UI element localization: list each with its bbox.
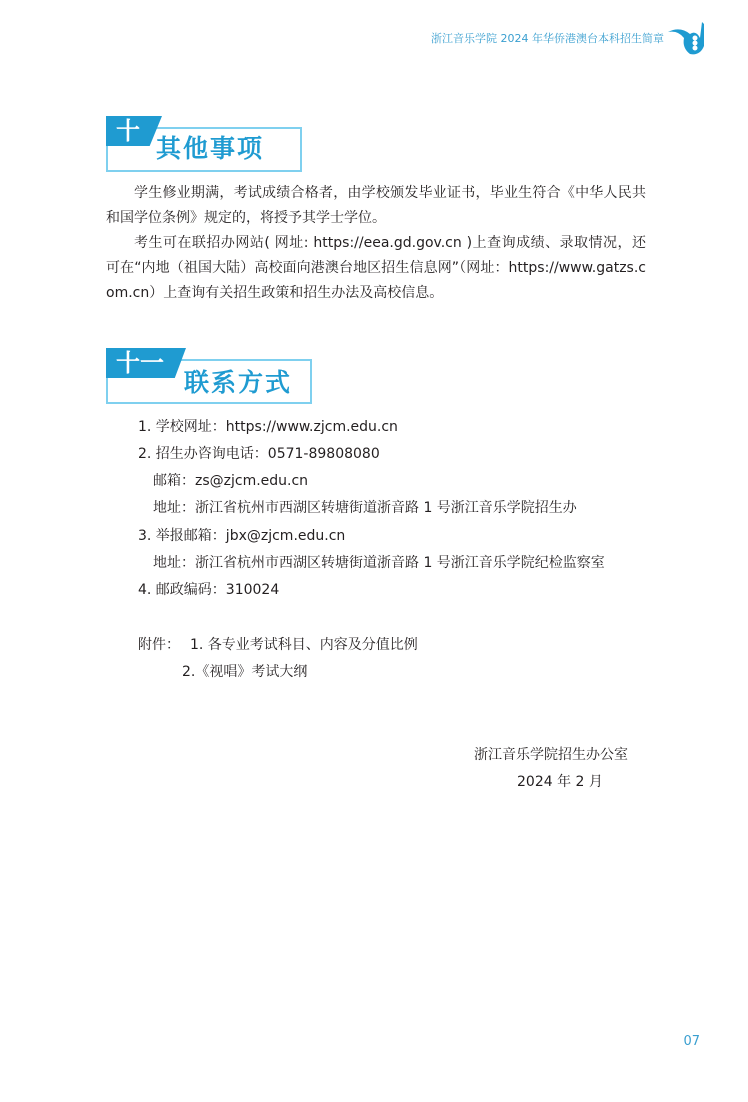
postal-code: 4. 邮政编码：310024 [138,582,280,598]
section-title: 联系方式 [184,368,293,397]
section-number: 十 [116,116,140,145]
attachment-item: 2.《视唱》考试大纲 [182,664,308,680]
attachment-item: 1. 各专业考试科目、内容及分值比例 [190,637,418,653]
contact-email: 邮箱：zs@zjcm.edu.cn [153,473,309,489]
contact-address: 地址：浙江省杭州市西湖区转塘街道浙音路 1 号浙江音乐学院招生办 [153,500,577,516]
section-number: 十一 [116,348,164,377]
section-10-body [106,181,646,306]
attachments-label: 附件： [138,637,180,653]
paragraph: 学生修业期满，考试成绩合格者，由学校颁发毕业证书，毕业生符合《中华人民共和国学位条例》规定的，将授予其学士学位。 [106,185,646,226]
page-number: 07 [683,1034,700,1049]
paragraph: 考生可在联招办网站( 网址: https://eea.gd.gov.cn )上查询成绩、录取情况，还可在“内地（祖国大陆）高校面向港澳台地区招生信息网”（网址：https://www.gatzs.com.cn）上查询有关招生政策和招生办法及高校信息。 [106,235,646,301]
report-email: 3. 举报邮箱：jbx@zjcm.edu.cn [138,528,346,544]
report-address: 地址：浙江省杭州市西湖区转塘街道浙音路 1 号浙江音乐学院纪检监察室 [153,555,605,571]
section-title: 其他事项 [156,134,265,163]
signature-date: 2024 年 2 月 [517,774,603,790]
running-header: 浙江音乐学院 2024 年华侨港澳台本科招生简章 [431,32,664,45]
horn-logo-icon [666,18,706,58]
signature-office: 浙江音乐学院招生办公室 [474,747,628,763]
contact-phone: 2. 招生办咨询电话：0571-89808080 [138,446,380,462]
contact-website: 1. 学校网址：https://www.zjcm.edu.cn [138,419,398,435]
